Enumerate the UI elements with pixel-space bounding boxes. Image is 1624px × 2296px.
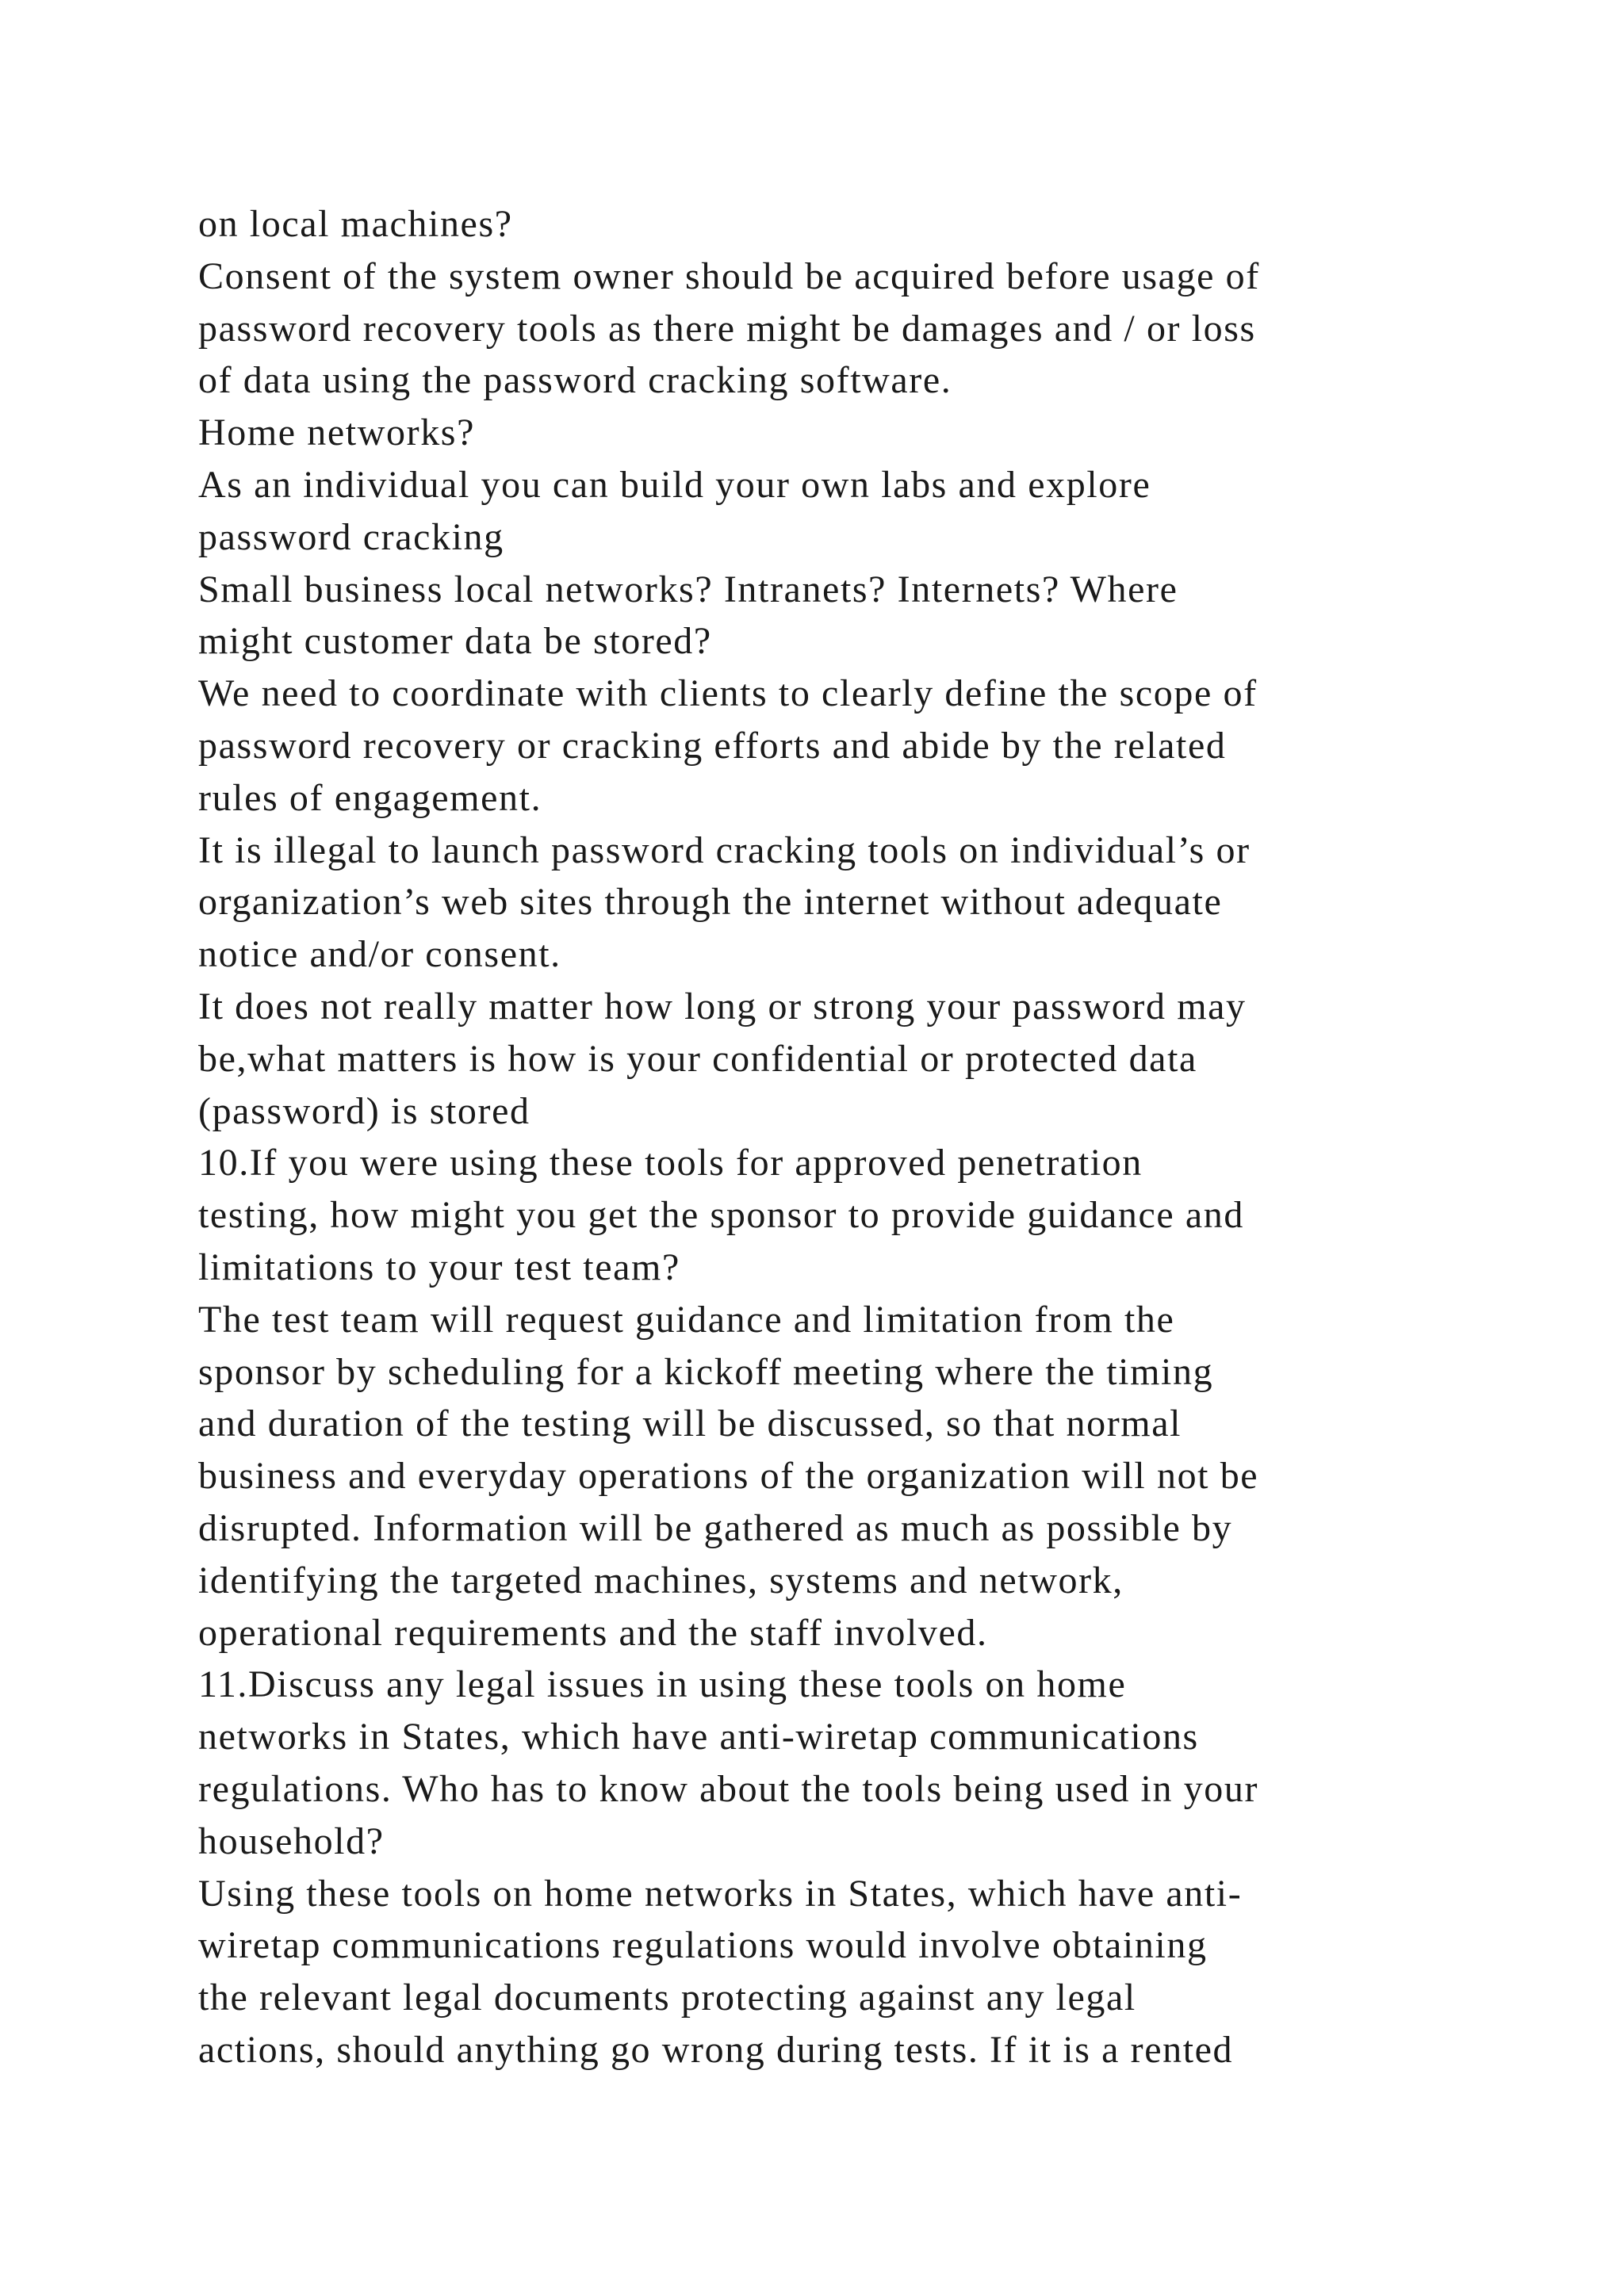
text-line: the relevant legal documents protecting against any legal: [198, 1976, 1136, 2019]
text-line: notice and/or consent.: [198, 933, 561, 976]
text-line: on local machines?: [198, 203, 513, 245]
text-line: Small business local networks? Intranets? Internets? Where: [198, 568, 1178, 610]
text-line: actions, should anything go wrong during tests. If it is a rented: [198, 2028, 1234, 2071]
text-line: (password) is stored: [198, 1089, 530, 1132]
document-body: [198, 198, 1515, 2076]
text-line: sponsor by scheduling for a kickoff meeting where the timing: [198, 1350, 1214, 1393]
text-line: might customer data be stored?: [198, 620, 712, 663]
text-line: networks in States, which have anti-wiretap communications: [198, 1716, 1199, 1758]
text-line: and duration of the testing will be discussed, so that normal: [198, 1402, 1182, 1445]
text-line: Using these tools on home networks in States, which have anti-: [198, 1872, 1243, 1915]
text-line: As an individual you can build your own labs and explore: [198, 463, 1151, 506]
text-line: Consent of the system owner should be acquired before usage of: [198, 254, 1260, 297]
text-line: rules of engagement.: [198, 776, 542, 819]
text-line: identifying the targeted machines, systems and network,: [198, 1559, 1124, 1601]
text-line: Home networks?: [198, 411, 475, 454]
text-line: password cracking: [198, 515, 504, 558]
text-line: organization’s web sites through the internet without adequate: [198, 881, 1223, 924]
text-line: disrupted. Information will be gathered as much as possible by: [198, 1506, 1233, 1549]
text-line: We need to coordinate with clients to clearly define the scope of: [198, 672, 1258, 715]
text-line: limitations to your test team?: [198, 1246, 680, 1288]
text-line: password recovery tools as there might be damages and / or loss: [198, 307, 1256, 350]
text-line: It is illegal to launch password cracking tools on individual’s or: [198, 828, 1251, 871]
text-line: regulations. Who has to know about the tools being used in your: [198, 1767, 1259, 1810]
text-line: be,what matters is how is your confidential or protected data: [198, 1037, 1197, 1080]
text-line: business and everyday operations of the organization will not be: [198, 1455, 1259, 1498]
text-line: It does not really matter how long or strong your password may: [198, 985, 1247, 1027]
text-line: operational requirements and the staff involved.: [198, 1611, 988, 1654]
text-line: of data using the password cracking software.: [198, 359, 952, 402]
text-line: testing, how might you get the sponsor to provide guidance and: [198, 1194, 1245, 1237]
text-line: 10.If you were using these tools for approved penetration: [198, 1142, 1143, 1184]
text-line: The test team will request guidance and limitation from the: [198, 1298, 1175, 1341]
text-line: household?: [198, 1820, 385, 1862]
text-line: wiretap communications regulations would involve obtaining: [198, 1924, 1208, 1967]
text-line: password recovery or cracking efforts and abide by the related: [198, 724, 1227, 767]
text-line: 11.Discuss any legal issues in using these tools on home: [198, 1663, 1127, 1706]
